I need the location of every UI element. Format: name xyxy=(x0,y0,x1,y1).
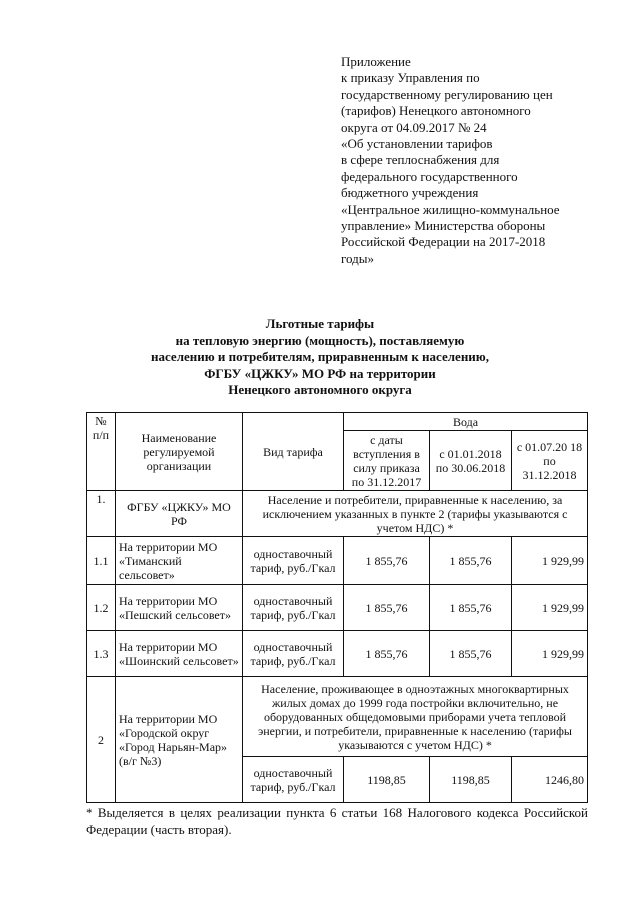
appendix-line: к приказу Управления по xyxy=(341,70,480,86)
cell-type: одноставочный тариф, руб./Гкал xyxy=(243,757,344,803)
cell-value: 1 855,76 xyxy=(430,537,512,585)
appendix-line: государственному регулированию цен xyxy=(341,86,553,102)
cell-value: 1 855,76 xyxy=(344,537,430,585)
cell-value: 1198,85 xyxy=(430,757,512,803)
header-period-3: с 01.07.20 18 по 31.12.2018 xyxy=(512,431,588,491)
title-line: Ненецкого автономного округа xyxy=(228,382,412,397)
cell-type: одноставочный тариф, руб./Гкал xyxy=(243,631,344,677)
table-row xyxy=(87,677,588,757)
cell-value: 1198,85 xyxy=(344,757,430,803)
footnote: * Выделяется в целях реализации пункта 6 статьи 168 Налогового кодекса Российской Федерации (часть вторая). xyxy=(86,805,588,837)
title-line: Льготные тарифы xyxy=(265,316,375,331)
appendix-line: годы» xyxy=(341,250,374,266)
appendix-line: (тарифов) Ненецкого автономного xyxy=(341,103,531,119)
appendix-line: Приложение xyxy=(341,54,411,69)
cell-type: одноставочный тариф, руб./Гкал xyxy=(243,537,344,585)
appendix-line: в сфере теплоснабжения для xyxy=(341,152,500,168)
header-water: Вода xyxy=(344,413,588,431)
cell-value: 1246,80 xyxy=(512,757,588,803)
cell-value: 1 855,76 xyxy=(430,631,512,677)
table-row xyxy=(87,537,588,585)
cell-type: одноставочный тариф, руб./Гкал xyxy=(243,585,344,631)
cell-org: На территории МО «Тиманский сельсовет» xyxy=(116,537,243,585)
title-line: ФГБУ «ЦЖКУ» МО РФ на территории xyxy=(204,365,436,381)
appendix-line: управление» Министерства обороны xyxy=(341,218,546,234)
table-row xyxy=(87,491,588,537)
appendix-line: федерального государственного xyxy=(341,168,518,184)
header-num: № п/п xyxy=(87,413,116,491)
table-header-row xyxy=(87,413,588,431)
cell-num: 1.2 xyxy=(87,585,116,631)
cell-value: 1 855,76 xyxy=(430,585,512,631)
tariff-table xyxy=(86,412,588,803)
cell-num: 1.3 xyxy=(87,631,116,677)
header-period-1: с даты вступления в силу приказа по 31.12.2017 xyxy=(344,431,430,491)
cell-num: 2 xyxy=(87,677,116,803)
cell-section-note: Население, проживающее в одноэтажных многоквартирных жилых домах до 1999 года постройки включительно, не оборудованных общедомовыми приборами учета тепловой энергии, и потребители, приравненные к населению (тарифы указываются с учетом НДС) * xyxy=(243,677,588,757)
title-line: населению и потребителям, приравненным к населению, xyxy=(151,349,489,364)
cell-org: ФГБУ «ЦЖКУ» МО РФ xyxy=(116,491,243,537)
appendix-line: бюджетного учреждения xyxy=(341,185,479,201)
header-type: Вид тарифа xyxy=(243,413,344,491)
cell-value: 1 855,76 xyxy=(344,585,430,631)
cell-value: 1 929,99 xyxy=(512,631,588,677)
cell-org: На территории МО «Шоинский сельсовет» xyxy=(116,631,243,677)
cell-org: На территории МО «Городской округ «Город Нарьян-Мар» (в/г №3) xyxy=(116,677,243,803)
title-line: на тепловую энергию (мощность), поставляемую xyxy=(175,332,465,348)
table-row xyxy=(87,585,588,631)
cell-num: 1. xyxy=(87,491,116,537)
cell-value: 1 929,99 xyxy=(512,585,588,631)
header-period-2: с 01.01.2018 по 30.06.2018 xyxy=(430,431,512,491)
table-row xyxy=(87,631,588,677)
appendix-line: Российской Федерации на 2017-2018 xyxy=(341,234,546,250)
appendix-block xyxy=(341,54,611,267)
cell-org: На территории МО «Пешский сельсовет» xyxy=(116,585,243,631)
appendix-line: округа от 04.09.2017 № 24 xyxy=(341,119,487,135)
cell-value: 1 855,76 xyxy=(344,631,430,677)
appendix-line: «Центральное жилищно-коммунальное xyxy=(341,201,560,217)
cell-value: 1 929,99 xyxy=(512,537,588,585)
cell-section-note: Население и потребители, приравненные к населению, за исключением указанных в пункте 2 (тарифы указываются с учетом НДС) * xyxy=(243,491,588,537)
appendix-line: «Об установлении тарифов xyxy=(341,136,493,152)
header-org: Наименование регулируемой организации xyxy=(116,413,243,491)
document-title xyxy=(0,316,640,399)
cell-num: 1.1 xyxy=(87,537,116,585)
